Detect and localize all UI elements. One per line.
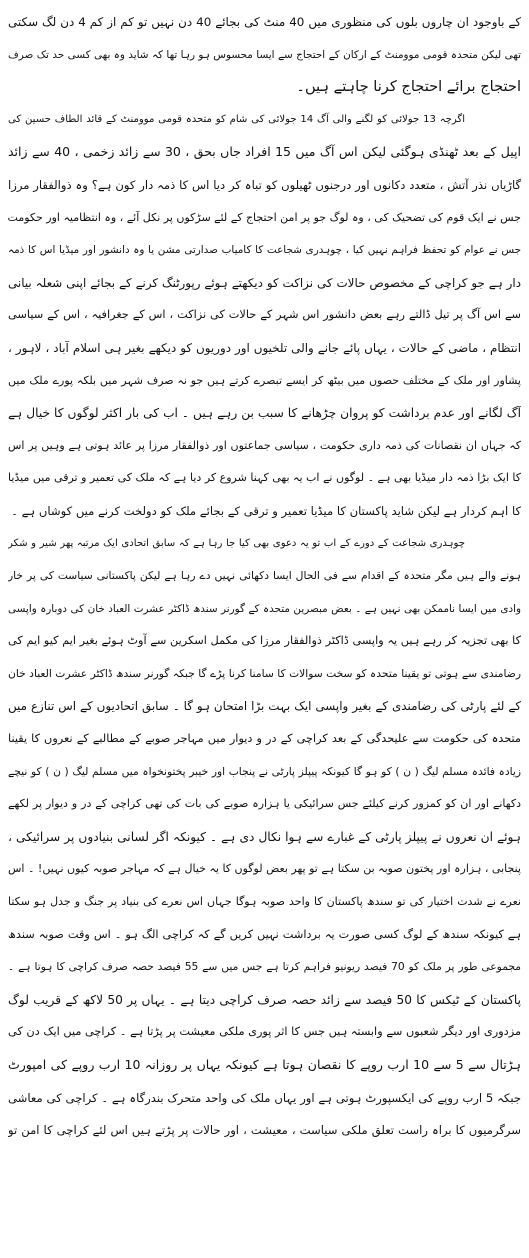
text-line: مزدوری اور دیگر شعبوں سے وابستہ ہیں جس کا اثر پوری ملکی معیشت پر پڑتا ہے ۔ کراچی میں ایک دن کی — [8, 1025, 521, 1039]
text-line: چوہدری شجاعت کے دورے کے اب تو یہ دعوی بھی کیا جا رہا ہے کہ سابق اتحادی ایک مرتبہ پھر شیر و شکر — [8, 537, 465, 549]
text-line: انتظام ، ماضی کے حالات ، یہاں پائے جانے والی تلخیوں اور دوریوں کو دیکھے بغیر ہی اسلام آباد ، لاہور ، — [8, 340, 521, 355]
text-line: کا ایک بڑا ذمہ دار میڈیا بھی ہے ۔ لوگوں نے اب یہ بھی کہنا شروع کر دیا ہے کہ ملک کی تعمیر و ترقی میں میڈیا — [8, 471, 521, 485]
text-line: ہونے والے ہیں مگر متحدہ کے اقدام سے فی الحال ایسا دکھائی نہیں دے رہا ہے لیکن پاکستانی سیاست کی پر خار — [8, 569, 521, 583]
text-line: کا اہم کردار ہے لیکن شاید پاکستان کا میڈیا تعمیر و ترقی کے بجائے ملک کو دولخت کرنے میں کوشاں ہے ۔ — [11, 503, 521, 518]
text-line: دار ہے جو کراچی کے مخصوص حالات کی نزاکت کو دیکھتے ہوئے رپورٹنگ کرنے کے بجائے اپنی شعلہ بیانی — [8, 275, 521, 290]
text-line: رضامندی سے ہوتی تو یقینا متحدہ کو سخت سوالات کا سامنا کرنا پڑے گا جبکہ گورنر سندھ ڈاکٹر عشرت العباد خان — [8, 666, 521, 680]
text-line: کے باوجود ان چاروں بلوں کی منظوری میں 40 منٹ کی بجائے 40 دن نہیں تو کم از کم 4 دن لگ سکتی — [8, 15, 521, 29]
text-line: مجموعی طور پر ملک کو 70 فیصد ریونیو فراہم کرتا ہے جس میں سے 55 فیصد حصہ صرف کراچی کا ہوتا ہے ۔ — [8, 960, 521, 974]
text-line: پشاور اور ملک کے مختلف حصوں میں بیٹھ کر ایسے تبصرے کرتے ہیں جو نہ صرف شہر میں بلکہ پورے ملک میں — [8, 373, 521, 387]
text-line: کا بھی تجزیہ کر رہے ہیں یہ واپسی ڈاکٹر ذوالفقار مرزا کی مکمل اسکرین سے آوٹ ہوئے بغیر ایم کیو ایم کی — [8, 634, 521, 648]
text-line: جس نے عوام کو تحفظ فراہم نہیں کیا ، چوہدری شجاعت کا کامیاب صدارتی مشن یا وہ دانشور اور میڈیا اس کا ذمہ — [8, 244, 521, 257]
text-line: گاڑیاں نذر آتش ، متعدد دکانوں اور درجنوں ٹھیلوں کو تباہ کر دیا اس کا ذمہ دار کون ہے؟ وہ ذوالفقار مرزا — [8, 177, 521, 192]
text-line: ہڑتال سے 5 سے 10 ارب روپے کا نقصان ہوتا ہے کیونکہ یہاں پر روزانہ 10 ارب روپے کی امپورٹ — [8, 1057, 521, 1072]
text-line: زیادہ فائدہ مسلم لیگ ( ن ) کو ہو گا کیونکہ پیپلز پارٹی نے پنجاب اور خیبر پختونخواہ میں مسلم لیگ ( ن ) کو نیچے — [8, 764, 521, 778]
text-line: اپیل کے بعد ٹھنڈی ہوگئی لیکن اس آگ میں 15 افراد جاں بحق ، 30 سے زائد زخمی ، 40 سے زائد — [8, 144, 521, 160]
text-line: پاکستان کے ٹیکس کا 50 فیصد سے زائد حصہ صرف کراچی دیتا ہے ۔ یہاں پر 50 لاکھ کے قریب لوگ — [8, 992, 521, 1007]
text-line: متحدہ کی حکومت سے علیحدگی کے بعد کراچی کے در و دیوار میں مہاجر صوبے کے مطالبے کے نعروں کا یقینا — [8, 732, 521, 746]
text-line: دکھانے اور ان کو کمزور کرنے کیلئے جس سرائیکی یا ہزارہ صوبے کی بات کی تھی کراچی کے در و دیوار پر لکھے — [8, 797, 521, 811]
text-line: کے لئے پارٹی کی رضامندی کے بغیر واپسی ایک بہت بڑا امتحان ہو گا ۔ سابق اتحادیوں کے اس تنازع میں — [8, 699, 521, 714]
text-line: جس نے ایک قوم کی تضحیک کی ، وہ لوگ جو پر امن احتجاج کے لئے سڑکوں پر نکل آئے ، وہ انتظامیہ اور حکومت — [8, 210, 521, 224]
paragraph-1 — [8, 6, 521, 104]
text-line: نعرے نے شدت اختیار کی تو سندھ پاکستان کا واحد صوبہ ہوگا جہاں اس نعرے کی بنیاد پر جنگ و جدل ہو سکتا — [8, 895, 521, 909]
paragraph-4 — [8, 984, 521, 1147]
text-line: پنجابی ، ہزارہ اور پختون صوبہ بن سکتا ہے تو پھر بعض لوگوں کا یہ خیال ہے کہ مہاجر صوبہ کیوں نہیں! ۔ اس — [8, 862, 521, 876]
text-line: جبکہ 5 ارب روپے کی ایکسپورٹ ہوتی ہے اور یہاں ملک کی واحد متحرک بندرگاہ ہے ۔ کراچی کی معاشی — [8, 1090, 521, 1105]
text-line: سرگرمیوں کا براہ راست تعلق ملکی سیاست ، معیشت ، اور حالات پر پڑتے ہیں اس لئے کراچی کا امن تو — [8, 1123, 521, 1138]
text-line: ہوئے ان نعروں نے پیپلز پارٹی کے غبارے سے ہوا نکال دی ہے ۔ کیونکہ اگر لسانی بنیادوں پر سرائیکی ، — [8, 829, 521, 844]
text-line: سے اس آگ پر تیل ڈالتے رہے بعض دانشور اس شہر کے حالات کی نزاکت ، اس کے جغرافیہ ، اس کے سیاسی — [8, 308, 521, 322]
text-line: کہ جہاں ان نقصانات کی ذمہ داری حکومت ، سیاسی جماعتوں اور ذوالفقار مرزا پر عائد ہوتی ہے وہیں پر اس — [8, 438, 521, 452]
text-line: ہے کیونکہ سندھ کے لوگ کسی صورت یہ برداشت نہیں کریں گے کہ کراچی الگ ہو ۔ اس وقت صوبہ سندھ — [8, 927, 521, 941]
text-line: آگ لگانے اور عدم برداشت کو پروان چڑھانے کا سبب بن رہے ہیں ۔ اب کی بار اکثر لوگوں کا خیال ہے — [8, 406, 521, 421]
text-line: اگرچہ 13 جولائی کو لگنے والی آگ 14 جولائی کی شام کو متحدہ قومی موومنٹ کے قائد الطاف حسین کی — [8, 113, 466, 125]
text-line: تھی لیکن متحدہ قومی موومنٹ کے ارکان کے احتجاج سے ایسا محسوس ہو رہا تھا کہ شاید وہ بھی کسی حد تک صرف — [8, 48, 521, 61]
paragraph-2 — [8, 104, 521, 528]
text-line: احتجاج برائے احتجاج کرنا چاہتے ہیں۔ — [296, 78, 521, 96]
text-line: وادی میں ایسا ناممکن بھی نہیں ہے ۔ بعض مبصرین متحدہ کے گورنر سندھ ڈاکٹر عشرت العباد خان کی دوبارہ واپسی — [8, 602, 521, 615]
paragraph-3 — [8, 528, 521, 984]
